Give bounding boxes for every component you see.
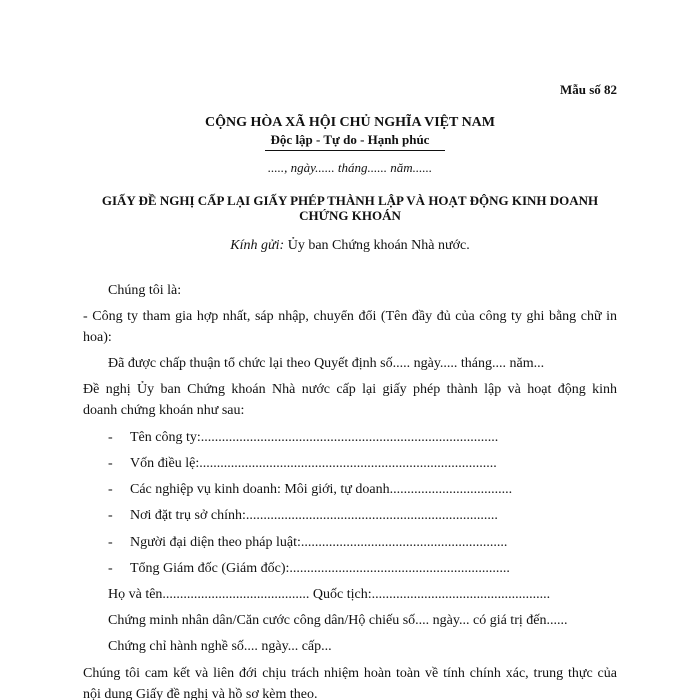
intro-line: Chúng tôi là: [108,283,182,298]
request-line-1: Đề nghị Ủy ban Chứng khoán Nhà nước cấp lại giấy phép thành lập và hoạt động kinh [83,382,617,397]
charter-capital-field: Vốn điều lệ:..................................................................................... [130,456,497,471]
recipient-line [0,238,700,254]
list-dash: - [108,535,113,550]
national-motto: Độc lập - Tự do - Hạnh phúc [270,132,430,147]
business-operations-field: Các nghiệp vụ kinh doanh: Môi giới, tự doanh................................... [130,482,513,497]
commitment-line-2: nội dung Giấy đề nghị và hồ sơ kèm theo. [83,687,318,700]
company-name-field: Tên công ty:..................................................................................... [130,430,499,445]
list-dash: - [108,430,113,445]
national-title: CỘNG HÒA XÃ HỘI CHỦ NGHĨA VIỆT NAM [204,115,495,130]
list-dash: - [108,456,113,471]
motto-underline [265,150,445,151]
document-title-line-2: CHỨNG KHOÁN [299,208,401,223]
recipient-value: Ủy ban Chứng khoán Nhà nước. [284,238,470,253]
general-director-field: Tổng Giám đốc (Giám đốc):............................................................... [130,561,510,576]
list-dash: - [108,561,113,576]
date-line: ....., ngày...... tháng...... năm...... [267,160,433,175]
commitment-line-1: Chúng tôi cam kết và liên đới chịu trách nhiệm hoàn toàn về tính chính xác, trung thực của [83,666,617,681]
approval-line: Đã được chấp thuận tổ chức lại theo Quyết định số..... ngày..... tháng.... năm... [108,356,545,371]
list-dash: - [108,508,113,523]
request-line-2: doanh chứng khoán như sau: [83,403,245,418]
list-dash: - [108,482,113,497]
practice-certificate-line: Chứng chỉ hành nghề số.... ngày... cấp... [108,639,332,654]
name-nationality-line: Họ và tên.......................................... Quốc tịch:................................................... [108,587,551,602]
recipient-label: Kính gửi: [230,238,285,253]
identity-document-line: Chứng minh nhân dân/Căn cước công dân/Hộ chiếu số.... ngày... có giá trị đến...... [108,613,568,628]
company-line-1: - Công ty tham gia hợp nhất, sáp nhập, chuyển đổi (Tên đầy đủ của công ty ghi bằng chữ in [83,309,617,324]
document-title-line-1: GIẤY ĐỀ NGHỊ CẤP LẠI GIẤY PHÉP THÀNH LẬP VÀ HOẠT ĐỘNG KINH DOANH [101,193,599,208]
company-line-2: hoa): [83,330,112,345]
document-title [80,193,620,223]
form-number: Mẫu số 82 [559,82,617,97]
legal-representative-field: Người đại diện theo pháp luật:........................................................... [130,535,508,550]
head-office-field: Nơi đặt trụ sở chính:........................................................................ [130,508,498,523]
